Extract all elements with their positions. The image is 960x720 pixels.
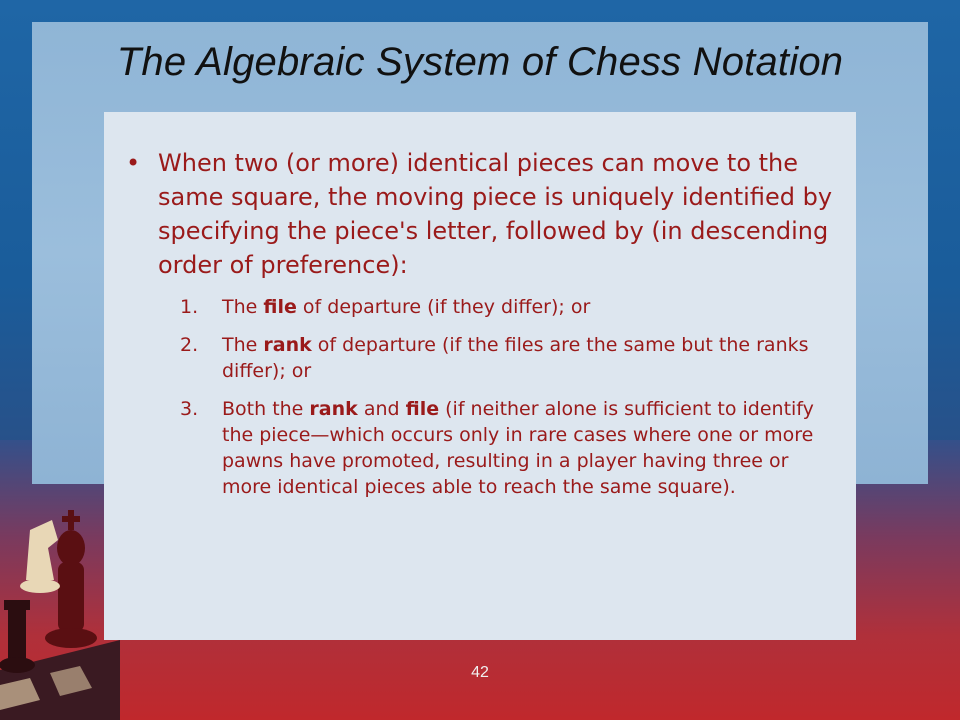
list-text-post: of departure (if the files are the same but the ranks differ); or — [222, 334, 809, 382]
list-text — [222, 294, 590, 320]
content-box — [104, 112, 856, 640]
list-text-bold: file — [263, 296, 297, 318]
list-text-pre: Both the — [222, 398, 310, 420]
list-text-mid: and — [357, 398, 406, 420]
page-number: 42 — [471, 664, 489, 681]
main-bullet — [126, 146, 834, 282]
bullet-marker: • — [126, 149, 141, 177]
list-text-bold-2: file — [405, 398, 440, 420]
list-item — [180, 396, 834, 500]
list-text-post: (if neither alone is sufficient to identify the piece—which occurs only in rare cases where one or more pawns have promoted, resulting in a player having three or more identical pieces able to reach the same square). — [222, 398, 814, 498]
numbered-list — [126, 294, 834, 500]
list-text-bold: rank — [263, 334, 312, 356]
bullet-text: When two (or more) identical pieces can move to the same square, the moving piece is uniquely identified by specifying the piece's letter, followed by (in descending order of preference): — [158, 149, 833, 279]
list-number: 2. — [180, 334, 199, 356]
list-text-bold: rank — [309, 398, 358, 420]
list-text — [222, 332, 834, 384]
list-text-pre: The — [222, 334, 264, 356]
list-item — [180, 332, 834, 384]
list-text-pre: The — [222, 296, 264, 318]
list-item — [180, 294, 834, 320]
list-text — [222, 396, 834, 500]
list-number: 1. — [180, 296, 199, 318]
chess-pieces-image — [0, 470, 120, 720]
list-text-post: of departure (if they differ); or — [296, 296, 591, 318]
list-number: 3. — [180, 398, 199, 420]
slide-title: The Algebraic System of Chess Notation — [116, 40, 844, 84]
